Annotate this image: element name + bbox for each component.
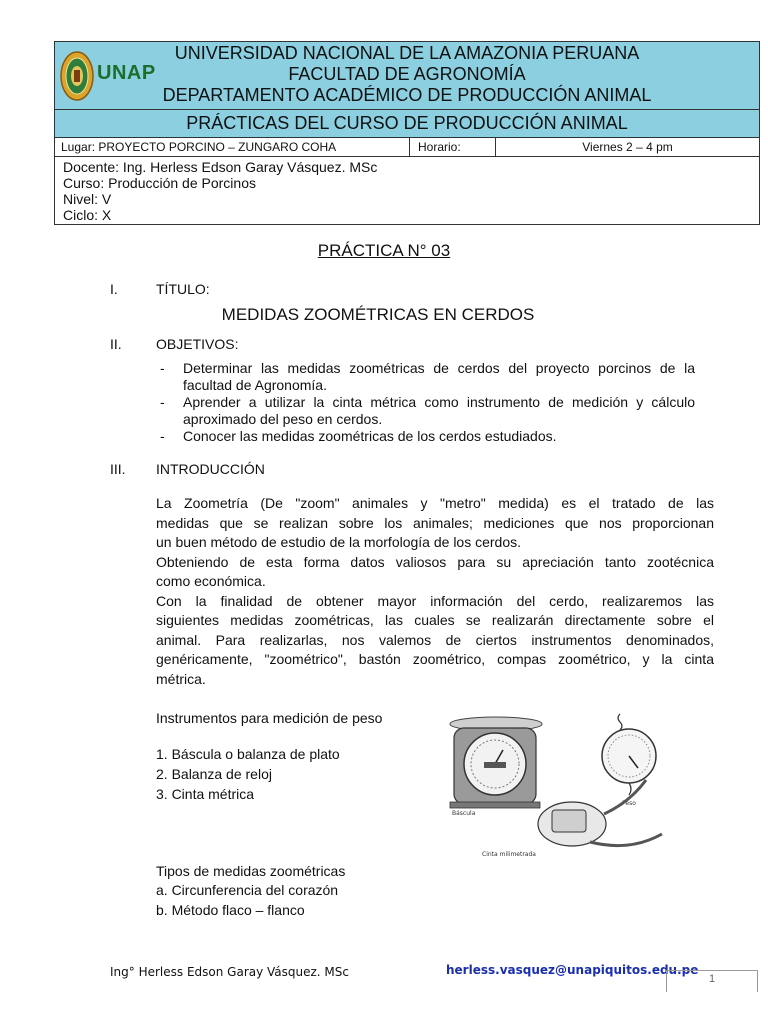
intro-line: Con la finalidad de obtener mayor información del cerdo, realizaremos las <box>156 592 714 609</box>
objective-2: Aprender a utilizar la cinta métrica como instrumento de medición y cálculo aproximado del peso en cerdos. <box>183 394 695 427</box>
logo-text: UNAP <box>97 62 156 84</box>
section-1-number: I. <box>110 281 118 297</box>
header-table <box>54 41 760 225</box>
page-number-box <box>666 970 758 992</box>
header-title-block <box>55 42 759 110</box>
intro-line: un buen método de estudio de la morfología de los cerdos. <box>156 534 522 550</box>
intro-line: métrica. <box>156 670 206 687</box>
instruments-figure <box>440 710 680 864</box>
intro-paragraph <box>156 494 714 689</box>
department-name: DEPARTAMENTO ACADÉMICO DE PRODUCCIÓN ANIMAL <box>162 85 652 105</box>
clock-label: Peso <box>622 800 636 807</box>
document-subject: MEDIDAS ZOOMÉTRICAS EN CERDOS <box>221 305 535 324</box>
objective-bullet: - <box>160 428 165 444</box>
cycle-line: Ciclo: X <box>63 207 112 223</box>
section-1-title: TÍTULO: <box>156 281 210 297</box>
scale-label: Báscula <box>452 810 476 817</box>
section-2-title: OBJETIVOS: <box>156 336 239 352</box>
intro-line: como económica. <box>156 573 266 589</box>
objective-bullet: - <box>160 394 165 410</box>
schedule-value: Viernes 2 – 4 pm <box>495 138 759 156</box>
measure-item: b. Método flaco – flanco <box>156 902 305 918</box>
instrument-item: 1. Báscula o balanza de plato <box>156 746 340 762</box>
intro-line: La Zoometría (De "zoom" animales y "metro" medida) es el tratado de las <box>156 495 714 511</box>
intro-line: Obteniendo de esta forma datos valiosos para su apreciación tanto zootécnica <box>156 553 714 570</box>
measures-heading: Tipos de medidas zoométricas <box>156 863 346 879</box>
place-cell: Lugar: PROYECTO PORCINO – ZUNGARO COHA <box>61 140 337 154</box>
course-info-block <box>55 157 759 224</box>
schedule-label: Horario: <box>409 138 495 156</box>
intro-line: medidas que se realizan sobre los animales; mediciones que nos proporcionan <box>156 514 714 531</box>
objective-3: Conocer las medidas zoométricas de los cerdos estudiados. <box>183 428 557 444</box>
instrument-item: 2. Balanza de reloj <box>156 766 272 782</box>
weighing-instruments-illustration <box>440 710 680 864</box>
measure-item: a. Circunferencia del corazón <box>156 882 339 898</box>
faculty-name: FACULTAD DE AGRONOMÍA <box>288 64 526 84</box>
place-schedule-row <box>55 138 759 157</box>
objective-1: Determinar las medidas zoométricas de cerdos del proyecto porcinos de la facultad de Agronomía. <box>183 360 695 393</box>
course-line: Curso: Producción de Porcinos <box>63 175 256 191</box>
course-practices-title: PRÁCTICAS DEL CURSO DE PRODUCCIÓN ANIMAL <box>186 113 628 133</box>
intro-line: animal. Para realizarlas, nos valemos de ciertos instrumentos denominados, <box>156 631 714 648</box>
footer-author: Ing° Herless Edson Garay Vásquez. MSc <box>110 965 350 979</box>
footer-email-link[interactable]: herless.vasquez@unapiquitos.edu.pe <box>446 963 699 977</box>
university-name: UNIVERSIDAD NACIONAL DE LA AMAZONIA PERUANA <box>174 43 640 63</box>
intro-line: genéricamente, "zoométrico", bastón zoométrico, compas zoométrico, y la cinta <box>156 651 714 667</box>
instruments-heading: Instrumentos para medición de peso <box>156 710 383 726</box>
practice-title: PRÁCTICA N° 03 <box>317 241 451 260</box>
page-number: 1 <box>708 973 716 985</box>
section-2-number: II. <box>110 336 122 352</box>
teacher-line: Docente: Ing. Herless Edson Garay Vásquez. MSc <box>63 159 378 175</box>
level-line: Nivel: V <box>63 191 112 207</box>
objective-bullet: - <box>160 360 165 376</box>
tape-label: Cinta milimetrada <box>482 851 536 858</box>
intro-line: siguientes medidas zoométricas, las cuales se realizarán directamente sobre el <box>156 612 714 628</box>
course-practices-row <box>55 110 759 138</box>
section-3-number: III. <box>110 461 126 477</box>
section-3-title: INTRODUCCIÓN <box>156 461 265 477</box>
instrument-item: 3. Cinta métrica <box>156 786 255 802</box>
